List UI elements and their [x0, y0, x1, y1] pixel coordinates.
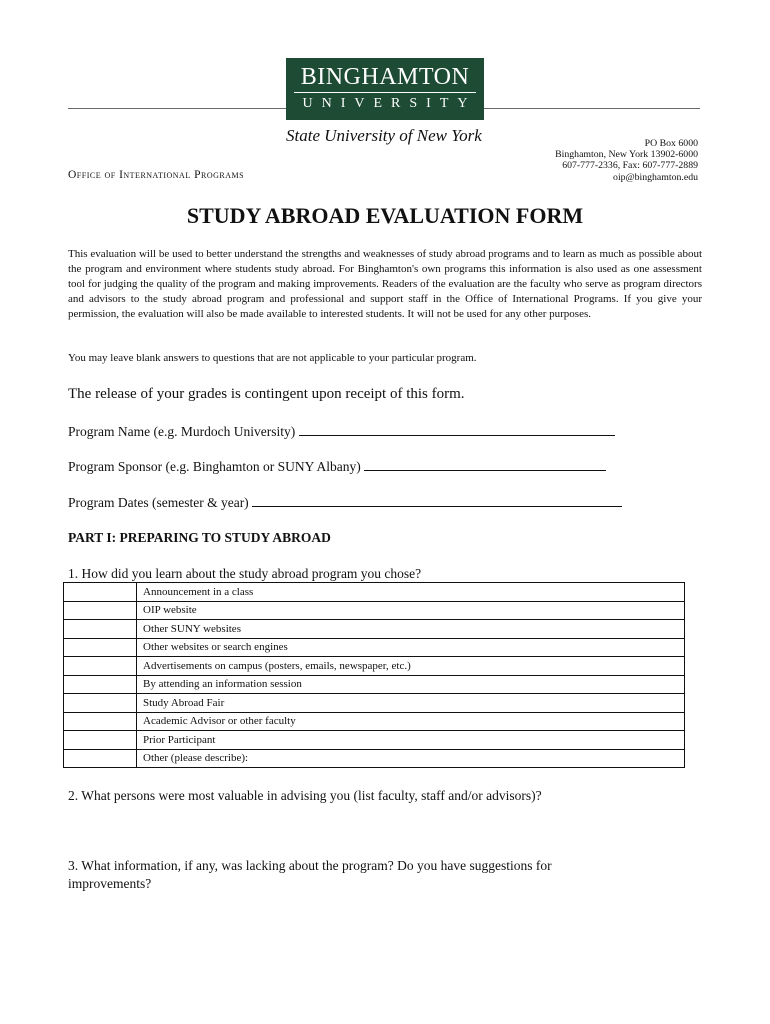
option-row [64, 675, 685, 694]
program-sponsor-field [68, 458, 702, 476]
option-checkbox[interactable] [64, 583, 137, 602]
question-1: 1. How did you learn about the study abroad program you chose? [68, 566, 422, 581]
question-2: 2. What persons were most valuable in advising you (list faculty, staff and/or advisors)? [68, 788, 542, 803]
option-checkbox[interactable] [64, 657, 137, 676]
option-row [64, 694, 685, 713]
option-checkbox[interactable] [64, 694, 137, 713]
option-label: Other SUNY websites [137, 620, 685, 639]
option-label: Other (please describe): [137, 749, 685, 768]
program-sponsor-input[interactable] [364, 458, 606, 471]
university-logo [286, 58, 484, 120]
tagline: State University of New York [286, 126, 482, 145]
option-checkbox[interactable] [64, 620, 137, 639]
logo-name: BINGHAMTON [300, 64, 470, 90]
option-row [64, 638, 685, 657]
option-row [64, 712, 685, 731]
program-name-field [68, 423, 702, 441]
letterhead-rule-left [68, 108, 288, 109]
option-checkbox[interactable] [64, 638, 137, 657]
option-checkbox[interactable] [64, 731, 137, 750]
option-label: By attending an information session [137, 675, 685, 694]
grades-release-notice: The release of your grades is contingent upon receipt of this form. [68, 386, 465, 402]
office-name: Office of International Programs [68, 169, 245, 181]
program-name-input[interactable] [299, 423, 615, 436]
question-3: 3. What information, if any, was lacking about the program? Do you have suggestions for improvements? [68, 858, 552, 891]
option-checkbox[interactable] [64, 749, 137, 768]
option-row [64, 657, 685, 676]
address-block [520, 138, 698, 183]
option-label: Other websites or search engines [137, 638, 685, 657]
option-label: Study Abroad Fair [137, 694, 685, 713]
option-label: OIP website [137, 601, 685, 620]
letterhead-rule-right [484, 108, 700, 109]
option-label: Prior Participant [137, 731, 685, 750]
option-label: Advertisements on campus (posters, emails, newspaper, etc.) [137, 657, 685, 676]
part-one-heading: PART I: PREPARING TO STUDY ABROAD [68, 530, 331, 545]
option-checkbox[interactable] [64, 601, 137, 620]
option-label: Academic Advisor or other faculty [137, 712, 685, 731]
option-row [64, 583, 685, 602]
address-line: Binghamton, New York 13902-6000 [555, 149, 698, 161]
logo-sub: UNIVERSITY [302, 96, 477, 111]
option-row [64, 601, 685, 620]
blank-answers-note: You may leave blank answers to questions that are not applicable to your particular program. [68, 352, 477, 364]
form-title: STUDY ABROAD EVALUATION FORM [186, 203, 584, 228]
address-email: oip@binghamton.edu [613, 171, 698, 183]
address-line: PO Box 6000 [644, 138, 698, 149]
address-line: 607-777-2336, Fax: 607-777-2889 [562, 160, 698, 172]
program-dates-field [68, 494, 702, 512]
option-checkbox[interactable] [64, 675, 137, 694]
option-row [64, 620, 685, 639]
question-1-options-table [63, 582, 685, 768]
program-name-label: Program Name (e.g. Murdoch University) [68, 424, 296, 439]
logo-divider [294, 92, 476, 93]
program-dates-input[interactable] [252, 494, 622, 507]
program-sponsor-label: Program Sponsor (e.g. Binghamton or SUNY Albany) [68, 459, 361, 474]
intro-paragraph: This evaluation will be used to better understand the strengths and weaknesses of study abroad programs and to learn as much as possible about the program and environment where students study abroad. For Binghamton's own programs this information is also used as one assessment tool for judging the quality of the program and making improvements. Readers of the evaluation are the faculty who serve as program directors and advisors to the study abroad program and professional and support staff in the Office of International Programs. If you give your permission, the evaluation will also be made available to interested students. It will not be used for any other purposes. [68, 248, 702, 320]
program-dates-label: Program Dates (semester & year) [68, 495, 249, 510]
option-checkbox[interactable] [64, 712, 137, 731]
option-label: Announcement in a class [137, 583, 685, 602]
option-row [64, 749, 685, 768]
option-row [64, 731, 685, 750]
